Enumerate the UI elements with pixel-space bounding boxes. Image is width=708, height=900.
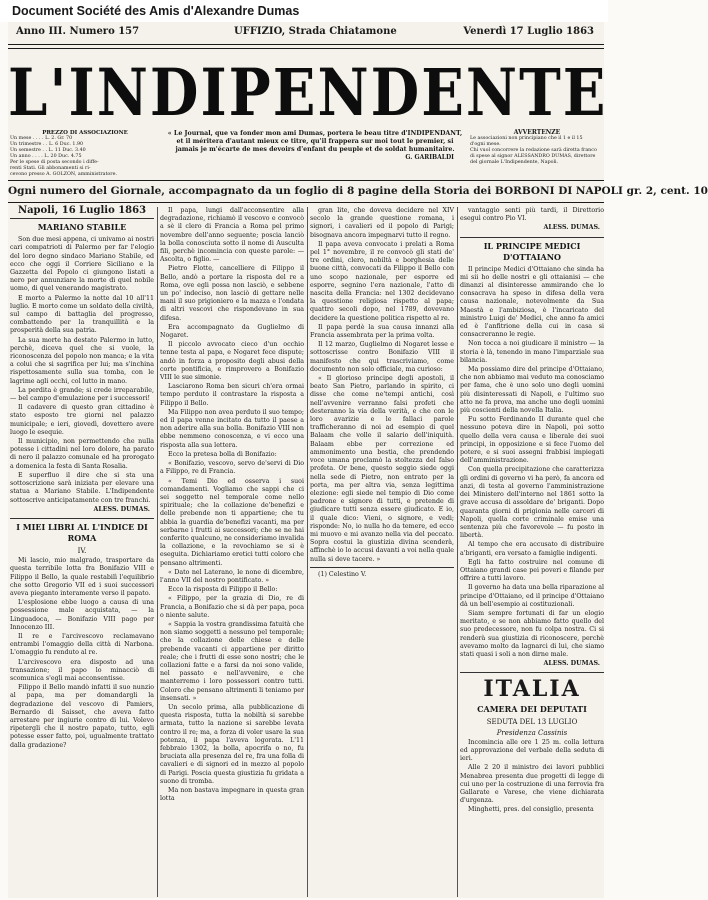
- quoted-reply: « Sappia la vostra grandissima fatuità che non siamo soggetti a nessuno pel temporale; che la collazione delle chiese e delle prebende vacanti ci appartiene per diritto reale; che i frutti di esse sono nostri; che le collazioni fatte e a farsi da noi sono valide, nel passato e nell'avvenire, e che manterremo i loro possessori contro tutti. Coloro che pensano altrimenti li teniamo per insensati. »: [160, 620, 304, 702]
- price-line: renti Stati. Gli abbonamenti si ri-: [10, 166, 91, 171]
- separator: [10, 218, 154, 219]
- price-title: PREZZO DI ASSOCIAZIONE: [42, 130, 128, 136]
- quoted-manifesto: « Il glorioso principe degli apostoli, il beato San Pietro, parlando in spirito, ci disse che come ne'tempi antichi, così nell'avvenire verranno falsi profeti che desteranno la via della verità, e che con le loro avarizie e le fallaci parole trafficheranno di noi ad esempio di quel Balaam che volle il salario dell'iniquità. Balaam ebbe per correzione ed ammonimento una bestia, che prendendo voce umana proclamò la stoltezza del falso profeta. Or bene, questo seggio siede oggi nella sede di Pietro, non entrato per la porta, ma per altra via, senza legittima elezione: egli siede nel tempio di Dio come padrone e signore di tutti, e pretende di giudicare tutti senza essere giudicato. E io, il quale dico: Vieni, o signore, e vedi; risponde: No, io nulla ho da temere, ed ecco mi muovo e mi avanzo nella via del peccato. Sopra costui la giustizia divina scenderà, affinchè io lo accusi davanti a voi nella quale nulla si deve tacere. »: [310, 375, 454, 563]
- column-divider: [157, 207, 158, 897]
- chapter-number: IV.: [77, 546, 87, 555]
- paragraph: Con quella precipitazione che caratterizza gli ordini di governo vi ha però, fa ancora ed anzi, di testa al governo l'amministrazione dei Ministero dell'interno nel 1861 sotto la grave accusa di assoldare de' briganti. Dopo quaranta giorni di prigionia nelle carceri di Napoli, quella corte criminale emise una sentenza più che favorevole — fu posto in libertà.: [460, 466, 604, 540]
- paragraph: E superfluo il dire che si sta una sottoscrizione sarà iniziata per elevare una statua a Mariano Stabile. L'Indipendente sottoscrive anticipatamente con tre franchi.: [10, 471, 154, 504]
- paragraph: Al tempo che era accusato di distribuire a'briganti, era versato a famiglie indigenti.: [460, 541, 604, 557]
- author-signature: ALESS. DUMAS.: [543, 660, 600, 668]
- paragraph: Un secolo prima, alla pubblicazione di questa risposta, tutta la nobiltà si sarebbe armata, tutto la nazione si sarebbe levata contro il re; ma, a forza di voler usare la sua potenza, il papa l'aveva logorata. L'11 febbraio 1302, la bolla, apocrifa o no, fu bruciata alla presenza del re, fra una folla di cavalieri e di signori ed in mezzo al popolo di Parigi. Poscia questa giustizia fu gridata a suono di tromba.: [160, 703, 304, 785]
- garibaldi-motto: [166, 130, 464, 180]
- paragraph: Filippo il Bello mandò infatti il suo nunzio al papa, ma per domandargli la degradazione del vescovo di Pamiers, Bernardo di Saisset, che aveva fatto arrestare per ingiurie contro di lui. Volevo ripetergli che il nostro papato, tutto, egli potesse esser fatto, poi, ugualmente trattato dalla gradazione?: [10, 684, 154, 749]
- paragraph: La sua morte ha destato Palermo in lutto, perchè, diceva quel che si vuole, la riconoscenza del popolo non manca; e la vita a colui che si sagrifica per lui; ma s'inchina rispettosamente sulla sua tomba, con le lagrime agli occhi, col lutto in mano.: [10, 336, 154, 385]
- paragraph: vantaggio senti più tardi, il Direttorio eseguì contro Pio VI.: [460, 207, 604, 223]
- paragraph: Lasciarono Roma ben sicuri ch'era ormai tempo perduto il contrastare la risposta a Filippo il Bello.: [160, 383, 304, 407]
- quoted-bull: « Dato nel Laterano, le none di dicembre, l'anno VII del nostro pontificato. »: [160, 568, 304, 584]
- supplement-banner: Ogni numero del Giornale, accompagnato da un foglio di 8 pagine della Storia dei BORBONI DI NAPOLI gr. 2, cent. 10: [8, 185, 708, 197]
- author-signature: ALESS. DUMAS.: [543, 224, 600, 232]
- top-rule: [8, 44, 604, 45]
- paragraph: La perdita è grande; si crede irreparabile, — bel campo d'emulazione per i successori!: [10, 386, 154, 403]
- motto-text: « Le Journal, que va fonder mon ami Dumas, portera le beau titre d'INDIPENDANT, et il méritera d'autant mieux ce titre, qu'il frappera sur moi tout le premier, si jamais je m'écarte de mes devoirs d'enfant du peuple et de soldat humanitaire.: [167, 130, 463, 153]
- document-caption: Document Société des Amis d'Alexandre Dumas: [0, 0, 608, 22]
- column-1: [10, 207, 154, 897]
- quoted-bull: « Temi Dio ed osserva i suoi comandamenti. Vogliamo che sappi che ci sei soggetto nel temporale come nello spirituale; che la collazione de'benefizi e delle prebende non ti appartiene; che tu abbia la guardia de'benefizi vacanti, ma per serbarne i frutti ai successori; che se ne hai conferito qualcuno, ne consideriamo invalida la collazione, e la revochiamo se si è eseguita. Dichiariamo eretici tutti coloro che pensano altrimenti.: [160, 477, 304, 567]
- notice-line: Chi vuol concorrere la redazione sarà diretta franco: [470, 148, 597, 153]
- paragraph: Il papa aveva convocato i prelati a Roma pel 1° novembre, il re convocò gli stati de' tre ordini, clero, nobiltà e borghesia delle buone città, convocati da Filippo il Bello con uno scopo nazionale, per esporre ed esporre, segnino l'era nazionale, l'atto di nascita della Francia: nel 1302 decidevano la questione religiosa rispetto al papa; quattro secoli dopo, nel 1789, dovevano decidere la questione politica rispetto al re.: [310, 240, 454, 322]
- separator: [460, 237, 604, 238]
- column-divider: [307, 207, 308, 897]
- article-title-index: I MIEI LIBRI AL L'INDICE DI ROMA: [16, 521, 148, 543]
- paragraph: E morto a Palermo la notte dal 10 all'11 luglio. E morto come un soldato della civiltà, sul campo di battaglia del progresso, combattendo per la tranquillità e la prosperità della sua patria.: [10, 294, 154, 335]
- article-title-ottaiano: IL PRINCIPE MEDICI D'OTTAIANO: [483, 240, 581, 262]
- motto-signature: G. GARIBALDI: [405, 154, 454, 161]
- column-3: [310, 207, 454, 897]
- notices-title: AVVERTENZE: [513, 129, 561, 136]
- subscription-prices: [10, 130, 160, 178]
- price-line: Un semestre . . L. 11 Duc. 3.40: [10, 148, 86, 153]
- price-line: Un trimestre . . L. 6 Duc. 1.90: [10, 142, 84, 147]
- paragraph: Il 12 marzo, Guglielmo di Nogaret lesse e sottoscrisse contro Bonifazio VIII il manifesto che qui trascriviamo, come documento non solo officiale, ma curioso:: [310, 341, 454, 373]
- paragraph: Alle 2 20 il ministro dei lavori pubblici Menabrea presenta due progetti di legge di cui uno per la costruzione di una ferrovia fra Gallarate e Varese, che viene dichiarata d'urgenza.: [460, 764, 604, 805]
- session-presidency: Presidenza Cassinis: [496, 728, 568, 737]
- paragraph: Il papa, lungi dall'acconsentire alla degradazione, richiamò il vescovo e convocò a sè il clero di Francia a Roma pel primo novembre dell'anno seguente; poscia lanciò la bolla conosciuta sotto il nome di Ausculta fili, perchè incomincia con queste parole: — Ascolta, o figlio. —: [160, 207, 304, 264]
- notice-line: d'ogni mese.: [470, 142, 501, 147]
- paragraph: Siam sempre fortunati di far un elogio meritato, e se non abbiamo fatto quello del suo predecessore, non fu colpa nostra. Ci si renderà sua giustizia di riconoscere, perchè avevamo molto da lagnarci di lui, che siamo stati quasi i soli a non dirne male.: [460, 609, 604, 658]
- issue-date: Venerdì 17 Luglio 1863: [463, 26, 594, 37]
- separator: [460, 672, 604, 673]
- paragraph: Il piccolo avvocato cieco d'un occhio tenne testa al papa, e Nogaret fece dispute; andò in forza a proposito degli abusi della corte pontificia, e rimprovero a Bonifazio VIII le sue simonie.: [160, 341, 304, 382]
- article-title-stabile: MARIANO STABILE: [37, 222, 127, 233]
- column-divider: [457, 207, 458, 897]
- paragraph: Non tocca a noi giudicare il ministro — la storia è là, tenendo in mano l'imparziale sua bilancia.: [460, 340, 604, 364]
- paragraph: L'esplosione ebbe luogo a causa di una possessione male acquistata, — la Linguadoca, — Bonifazio VIII pago per Innocenzo III.: [10, 599, 154, 631]
- banner-rule-bottom: [8, 202, 604, 203]
- masthead-title: L'INDIPENDENTE: [8, 55, 608, 131]
- paragraph: gran lite, che doveva decidere nel XIV secolo la grande questione romana, i signori, i cavalieri ed il popolo di Parigi; bisognava ancora impegnarvi tutto il regno.: [310, 207, 454, 239]
- chamber-heading: CAMERA DEI DEPUTATI: [477, 704, 587, 715]
- header-dateline: [8, 26, 604, 42]
- separator: [10, 518, 154, 519]
- paragraph: Mi lascio, mio malgrado, trasportare da questa terribile lotta fra Bonifazio VIII e Filippo il Bello, la quale restabilì l'equilibrio che sotto Gregorio VII ed i suoi successori aveva pieganto interamente verso il papato.: [10, 557, 154, 597]
- paragraph: Minghetti, pres. del consiglio, presenta: [468, 806, 594, 814]
- banner-rule-top: [8, 180, 604, 181]
- paragraph: Son due mesi appena, ci univamo ai nostri cari compatrioti di Palermo per far l'elogio del loro degno sindaco Mariano Stabile, ed ecco che oggi il Corriere Siciliano e la Gazzetta del Popolo ci giungono listati a nero per annunziare la morte di quel nobile uomo, di quel venerando magistrato.: [10, 236, 154, 293]
- separator: [310, 567, 454, 568]
- office-address: UFFIZIO, Strada Chiatamone: [234, 26, 397, 37]
- price-line: cevono presso A. GOLZON, amministratore.: [10, 172, 117, 177]
- top-rule-thin: [8, 48, 604, 49]
- paragraph: Pietro Flotte, cancelliere di Filippo il Bello, andò a portare la risposta del re a Roma, ove egli possa non lasciò, e sebbene un po' indeciso, non lasciò di gettare nelle mani il suo prigioniero e la mazza e l'ondata di altri vescovi che rispondevano in sua difesa.: [160, 265, 304, 322]
- author-signature: ALESS. DUMAS.: [93, 505, 150, 513]
- price-line: Un anno . . . . L. 20 Duc. 4.75: [10, 154, 82, 159]
- notice-line: del giornale L'Indipendente, Napoli.: [470, 160, 559, 165]
- notice-line: Le associazioni non principiano che il 1 e il 15: [470, 136, 583, 141]
- article-dateline: Napoli, 16 Luglio 1863: [17, 205, 147, 216]
- price-line: Un mese . . . . L. 2. Gr. 70: [10, 136, 73, 141]
- notice-line: di spese al signor ALESSANDRO DUMAS, direttore: [470, 154, 596, 159]
- column-2: [160, 207, 304, 897]
- paragraph: Il principe Medici d'Ottaiano che sinda ha mi sii ho delle nostri e gli ottaianisi — che dinanzi al disinteresse ammirando che lo consacrava ha speso in difesa della vera causa nazionale, notevolmente da Sua Maestà e l'ambiziosa, è l'incaricato del ministro Luigi de' Medici, che anno fa amici ed è l'anfitrione della cui in casa si consacreranno le regie.: [460, 265, 604, 339]
- footnote: (1) Celestino V.: [318, 570, 367, 578]
- paragraph: Fu sotto Ferdinando II durante quel che nessuno poteva dire in Napoli, poi sotto quello della vera causa e liberale dei suoi principi, in opposizione e si fece l'uomo del potere, e si suoi assegni frabbisi impiegati dell'amministrazione.: [460, 416, 604, 465]
- section-title-italia: ITALIA: [483, 676, 581, 703]
- paragraph: Ecco la risposta di Filippo il Bello:: [168, 586, 278, 594]
- paragraph: Il governo ha data una bella riparazione al principe d'Ottaiano, ed il principe d'Ottaiano dà un bell'esempio ai costituzionali.: [460, 584, 605, 608]
- column-4: [460, 207, 604, 897]
- paragraph: Il cadavere di questo gran cittadino è stato esposto tre giorni nel palazzo municipale; e ieri, giovedì, dovettero avere luogo le esequie.: [10, 404, 154, 436]
- paragraph: Ma possiamo dire del principe d'Ottaiano, che non abbiamo mai veduto ma conosciamo per fama, che è uno solo uno degli uomini più disinteressati di Napoli, e l'ultimo suo atto ne fa prova, ma anche uno degli uomini più coscienti della novella Italia.: [460, 366, 604, 415]
- quoted-reply: « Filippo, per la grazia di Dio, re di Francia, a Bonifazio che si dà per papa, poca o niente salute.: [160, 595, 304, 619]
- paragraph: Egli ha fatto costruire nel comune di Ottaiano grandi case pei poveri e filande per offrire a tutti lavoro.: [460, 558, 604, 583]
- paragraph: Ma non bastava impegnare in questa gran lotta: [160, 787, 304, 803]
- paragraph: Era accompagnato da Guglielmo di Nogaret.: [160, 323, 304, 340]
- notices-box: [470, 130, 604, 180]
- issue-number: Anno III. Numero 157: [16, 26, 140, 37]
- paragraph: Il re e l'arcivescovo reclamavano entrambi l'omaggio della città di Narbona. L'omaggio fu renduto al re.: [10, 632, 154, 657]
- quoted-bull: « Bonifazio, vescovo, servo de'servi di Dio a Filippo, re di Francia.: [160, 460, 304, 476]
- paragraph: L'arcivescovo era disposto ad una transazione; il papo lo minacciò di scomunica s'egli mai acconsentisse.: [10, 658, 154, 682]
- newspaper-page: [8, 22, 708, 898]
- paragraph: Ma Filippo non avea perduto il suo tempo; ed il papa venne incitato da tutto il paese a non aderire alla sua bolla. Bonifazio VIII non ebbe nemmeno conoscenza, e vi ecco una risposta alla sua lettera.: [160, 408, 304, 449]
- paragraph: Il papa perdè la sua causa innanzi alla Francia assembrata per la prima volta.: [310, 323, 454, 340]
- paragraph: Ecco la pretesa bolla di Bonifazio:: [168, 450, 277, 458]
- session-date: SEDUTA DEL 13 LUGLIO: [486, 718, 578, 727]
- paragraph: Incomincia alle ore 1 25 m. colla lettura ed approvazione del verbale della seduta di ieri.: [460, 738, 604, 763]
- paragraph: Il municipio, non permettendo che nulla potesse i cittadini nel loro dolore, ha parato di nero il palazzo comunale ed ha prorogato a domenica la festa di Santa Rosalia.: [10, 438, 154, 470]
- price-line: Per le spese di posta secondo i diffe-: [10, 160, 99, 165]
